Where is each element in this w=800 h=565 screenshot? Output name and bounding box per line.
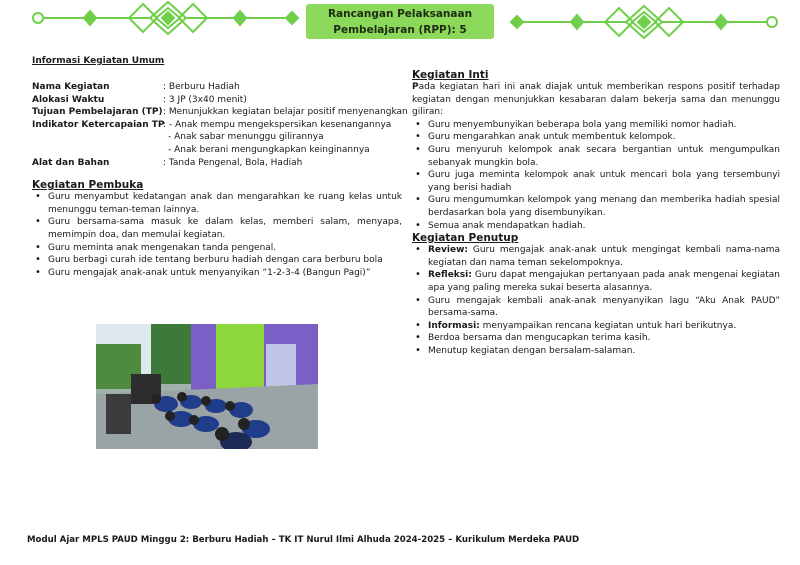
list-item-lead: Refleksi:	[428, 270, 472, 281]
header-ornament-left	[30, 0, 305, 40]
info-label: Tujuan Pembelajaran (TP)	[32, 107, 163, 118]
info-row-indicator	[32, 119, 402, 132]
list-item: • Guru bersama-sama masuk ke dalam kelas, memberi salam, menyapa, memimpin doa, dan memulai kegiatan.	[32, 216, 402, 241]
title-line-2: Pembelajaran (RPP): 5	[333, 23, 467, 36]
list-item-text: Guru mengajak kembali anak-anak menyanyikan lagu “Aku Anak PAUD” bersama-sama.	[428, 295, 780, 319]
closing-heading: Kegiatan Penutup	[412, 232, 519, 245]
header-ornament-right	[507, 0, 782, 40]
activity-photo	[96, 324, 318, 449]
info-label: Alat dan Bahan	[32, 157, 110, 168]
list-item	[412, 295, 780, 320]
list-item: • Guru menyuruh kelompok anak secara bergantian untuk mengumpulkan sebanyak mungkin bola.	[412, 144, 780, 169]
list-item: • Guru mengumumkan kelompok yang menang dan memberika hadiah spesial berdasarkan bola yang disembunyikan.	[412, 194, 780, 219]
list-item: • Semua anak mendapatkan hadiah.	[412, 220, 780, 233]
list-item	[412, 345, 780, 358]
info-row-indicator-2	[32, 131, 402, 144]
core-list	[412, 119, 780, 232]
core-intro-text: ada kegiatan hari ini anak diajak untuk memberikan respons positif terhadap kegiatan dengan menunjukkan kesabaran dalam bekerja sama dan menunggu giliran:	[412, 82, 780, 118]
page-title	[306, 4, 494, 39]
info-value: - Anak berani mengungkapkan keinginannya	[168, 144, 370, 155]
info-row-time	[32, 94, 402, 107]
core-intro-first-letter: P	[412, 82, 419, 92]
list-item: • Guru mengarahkan anak untuk membentuk kelompok.	[412, 131, 780, 144]
list-item	[412, 269, 780, 294]
list-item-text: menyampaikan rencana kegiatan untuk hari berikutnya.	[479, 320, 737, 331]
title-line-1: Rancangan Pelaksanaan	[327, 7, 473, 20]
info-label: Alokasi Waktu	[32, 94, 105, 105]
list-item: • Guru mengajak anak-anak untuk menyanyikan “1-2-3-4 (Bangun Pagi)”	[32, 267, 402, 280]
info-value: - Anak sabar menunggu gilirannya	[168, 132, 324, 143]
info-row-indicator-3	[32, 144, 402, 157]
info-row-objective	[32, 106, 408, 119]
list-item	[412, 320, 780, 333]
list-item-text: Menutup kegiatan dengan bersalam-salaman.	[428, 345, 636, 356]
closing-list	[412, 244, 780, 357]
info-value: : 3 JP (3x40 menit)	[163, 94, 247, 105]
list-item-lead: Review:	[428, 245, 469, 256]
list-item: • Guru juga meminta kelompok anak untuk mencari bola yang tersembunyi yang berisi hadiah	[412, 169, 780, 194]
core-intro	[412, 81, 780, 119]
opening-heading: Kegiatan Pembuka	[32, 179, 144, 192]
info-label: Indikator Ketercapaian TP	[32, 119, 165, 130]
list-item: • Guru menyembunyikan beberapa bola yang memiliki nomor hadiah.	[412, 119, 780, 132]
left-column	[32, 56, 408, 279]
info-value: : Tanda Pengenal, Bola, Hadiah	[163, 157, 303, 168]
right-column	[412, 69, 780, 357]
list-item-text: Guru dapat mengajukan pertanyaan pada anak mengenai kegiatan apa yang paling mereka sukai beserta alasannya.	[428, 270, 780, 293]
info-row-activity	[32, 81, 402, 94]
info-value: : Menunjukkan kegiatan belajar positif menyenangkan	[163, 107, 408, 118]
opening-list	[32, 191, 402, 279]
list-item: • Guru menyambut kedatangan anak dan mengarahkan ke ruang kelas untuk menunggu teman-teman lainnya.	[32, 191, 402, 216]
general-info-heading: Informasi Kegiatan Umum	[32, 56, 165, 66]
list-item-lead: Informasi:	[428, 320, 480, 331]
info-row-tools	[32, 157, 402, 170]
list-item: • Guru berbagi curah ide tentang berburu hadiah dengan cara berburu bola	[32, 254, 402, 267]
list-item-text: Berdoa bersama dan mengucapkan terima kasih.	[428, 333, 651, 344]
info-value: : - Anak mempu mengekspersikan kesenangannya	[163, 119, 392, 130]
page-footer: Modul Ajar MPLS PAUD Minggu 2: Berburu Hadiah – TK IT Nurul Ilmi Alhuda 2024-2025 – Kurikulum Merdeka PAUD	[27, 535, 580, 545]
list-item-text: Guru mengajak anak-anak untuk mengingat kembali nama-nama kegiatan dan nama teman sekelompoknya.	[428, 245, 780, 268]
info-label: Nama Kegiatan	[32, 82, 110, 92]
list-item	[412, 332, 780, 345]
core-heading: Kegiatan Inti	[412, 69, 489, 81]
info-value: : Berburu Hadiah	[163, 82, 240, 92]
list-item: • Guru meminta anak mengenakan tanda pengenal.	[32, 242, 402, 255]
list-item	[412, 244, 780, 269]
